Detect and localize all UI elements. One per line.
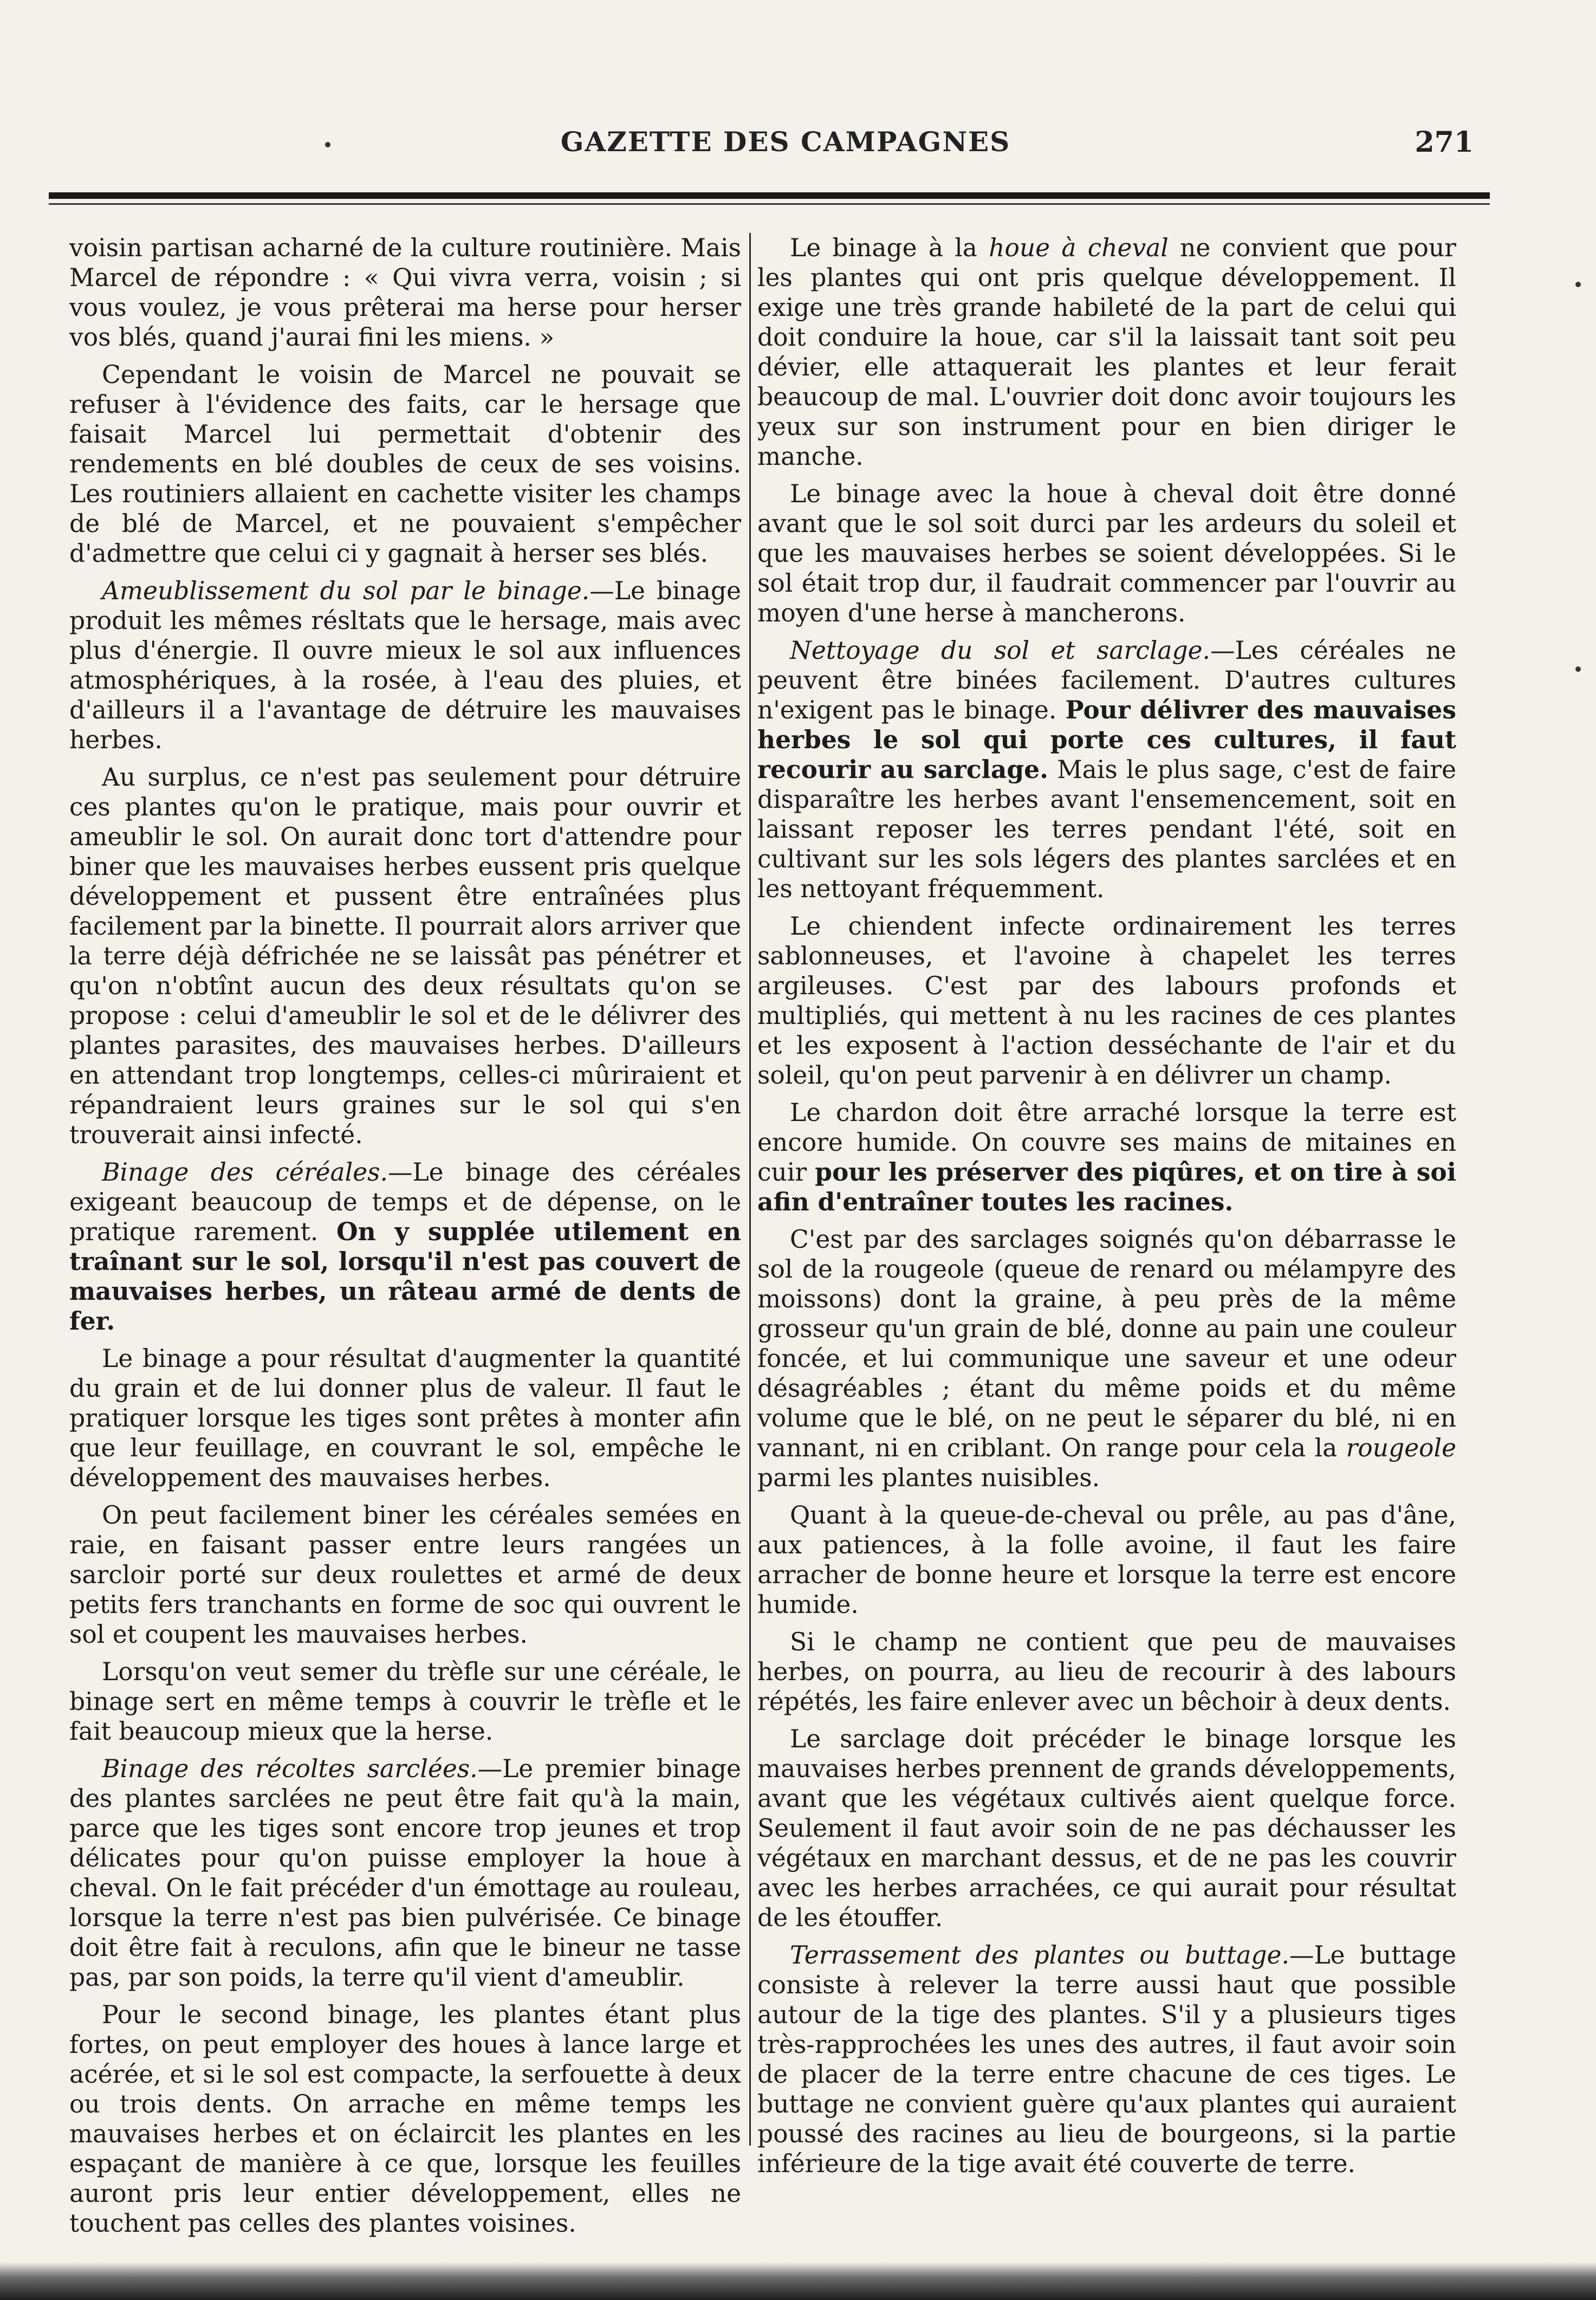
margin-dot bbox=[1575, 282, 1581, 287]
paragraph: Le chiendent infecte ordinairement les terres sablonneuses, et l'avoine à chapelet les terres argileuses. C'est par des labours profonds et multipliés, qui mettent à nu les racines de ces plantes et les exposent à l'action desséchante de l'air et du soleil, qu'on peut parvenir à en délivrer un champ. bbox=[757, 912, 1456, 1090]
paragraph bbox=[757, 1224, 1456, 1493]
paragraph-text: parmi les plantes nuisibles. bbox=[757, 1463, 1100, 1492]
paragraph-text-bold: On y supplée utilement en traînant sur le sol, lorsqu'il n'est pas couvert de mauvaises herbes, un râteau armé de dents de fer. bbox=[69, 1217, 742, 1336]
section-heading: Binage des céréales. bbox=[102, 1158, 388, 1187]
left-column bbox=[69, 233, 741, 2246]
paragraph-text: Mais le plus sage, c'est de faire disparaître les herbes avant l'ensemencement, soit en laissant reposer les terres pendant l'été, soit en cultivant sur les sols légers des plantes sarclées et en les nettoyant fréquemment. bbox=[757, 755, 1456, 903]
paragraph: Le sarclage doit précéder le binage lorsque les mauvaises herbes prennent de grands développements, avant que les végétaux cultivés aient quelque force. Seulement il faut avoir soin de ne pas déchausser les végétaux en marchant dessus, et de ne pas les couvrir avec les herbes arrachées, ce qui aurait pour résultat de les étouffer. bbox=[757, 1725, 1456, 1932]
paragraph: Cependant le voisin de Marcel ne pouvait se refuser à l'évidence des faits, car le hersage que faisait Marcel lui permettait d'obtenir des rendements en blé doubles de ceux de ses voisins. Les routiniers allaient en cachette visiter les champs de blé de Marcel, et ne pouvaient s'empêcher d'admettre que celui ci y gagnait à herser ses blés. bbox=[69, 360, 741, 568]
section-heading: Terrassement des plantes ou buttage. bbox=[790, 1941, 1289, 1969]
section-heading: Nettoyage du sol et sarclage. bbox=[790, 636, 1210, 665]
paragraph: Quant à la queue-de-cheval ou prêle, au pas d'âne, aux patiences, à la folle avoine, il faut les faire arracher de bonne heure et lorsque la terre est encore humide. bbox=[757, 1501, 1456, 1619]
column-divider bbox=[749, 233, 751, 2146]
margin-dot bbox=[325, 142, 330, 147]
paragraph-section bbox=[757, 636, 1456, 904]
paragraph: Le binage avec la houe à cheval doit être donné avant que le sol soit durci par les ardeurs du soleil et que les mauvaises herbes se soient développées. Si le sol était trop dur, il faudrait commencer par l'ouvrir au moyen d'une herse à mancherons. bbox=[757, 480, 1456, 627]
paragraph-section bbox=[69, 1754, 741, 1992]
paragraph-text: —Le binage des céréales exigeant beaucoup de temps et de dépense, on le pratique rarement. bbox=[69, 1158, 742, 1246]
paragraph-text-bold: Pour délivrer des mauvaises herbes le sol qui porte ces cultures, il faut recourir au sarclage. bbox=[757, 695, 1456, 784]
right-column bbox=[757, 233, 1456, 2186]
paragraph-text-bold: pour les préserver des piqûres, et on tire à soi afin d'entraîner toutes les racines. bbox=[757, 1157, 1456, 1216]
paragraph: Au surplus, ce n'est pas seulement pour détruire ces plantes qu'on le pratique, mais pour ouvrir et ameublir le sol. On aurait donc tort d'attendre pour biner que les mauvaises herbes eussent pris quelque développement et pussent être entraînées plus facilement par la binette. Il pourrait alors arriver que la terre déjà défrichée ne se laissât pas pénétrer et qu'on n'obtînt aucun des deux résultats qu'on se propose : celui d'ameublir le sol et de le délivrer des plantes parasites, des mauvaises herbes. D'ailleurs en attendant trop longtemps, celles-ci mûriraient et répandraient leurs graines sur le sol qui s'en trouverait ainsi infecté. bbox=[69, 763, 741, 1149]
paragraph bbox=[757, 1098, 1456, 1217]
emphasis: rougeole bbox=[1346, 1434, 1456, 1462]
paragraph-text: Le chardon doit être arraché lorsque la terre est encore humide. On couvre ses mains de mitaines en cuir bbox=[757, 1098, 1456, 1187]
paragraph-text: —Le buttage consiste à relever la terre aussi haut que possible autour de la tige des plantes. S'il y a plusieurs tiges très-rapprochées les unes des autres, il faut avoir soin de placer de la terre entre chacune de ces tiges. Le buttage ne convient guère qu'aux plantes qui auraient poussé des racines au lieu de bourgeons, si la partie inférieure de la tige avait été couverte de terre. bbox=[757, 1941, 1456, 2178]
paragraph-text: —Les céréales ne peuvent être binées facilement. D'autres cultures n'exigent pas le binage. bbox=[757, 636, 1456, 724]
paragraph-text: Le binage à la bbox=[790, 234, 989, 262]
paragraph-text: —Le binage produit les mêmes résltats que le hersage, mais avec plus d'énergie. Il ouvre mieux le sol aux influences atmosphériques, à la rosée, à l'eau des pluies, et d'ailleurs il a l'avantage de détruire les mauvaises herbes. bbox=[69, 576, 741, 754]
margin-dot bbox=[1575, 666, 1581, 672]
page-header bbox=[0, 0, 1596, 206]
page-number: 271 bbox=[1415, 126, 1474, 159]
paragraph: voisin partisan acharné de la culture routinière. Mais Marcel de répondre : « Qui vivra verra, voisin ; si vous voulez, je vous prêterai ma herse pour herser vos blés, quand j'aurai fini les miens. » bbox=[69, 234, 741, 352]
paragraph-text: C'est par des sarclages soignés qu'on débarrasse le sol de la rougeole (queue de renard ou mélampyre des moissons) dont la graine, à peu près de la même grosseur qu'un grain de blé, donne au pain une couleur foncée, et lui communique une saveur et une odeur désagréables ; étant du même poids et du même volume que le blé, on ne peut le séparer du blé, ni en vannant, ni en criblant. On range pour cela la bbox=[757, 1225, 1456, 1462]
paragraph-section bbox=[69, 1157, 741, 1336]
section-heading: Binage des récoltes sarclées. bbox=[102, 1754, 478, 1783]
paragraph-text: —Le premier binage des plantes sarclées ne peut être fait qu'à la main, parce que les tiges sont encore trop jeunes et trop délicates pour qu'on puisse employer la houe à cheval. On le fait précéder d'un émottage au rouleau, lorsque la terre n'est pas bien pulvérisée. Ce binage doit être fait à reculons, afin que le bineur ne tasse pas, par son poids, la terre qu'il vient d'ameublir. bbox=[69, 1754, 741, 1992]
section-heading: Ameublissement du sol par le binage. bbox=[102, 576, 590, 605]
page-bottom-edge bbox=[0, 2262, 1596, 2300]
paragraph: Pour le second binage, les plantes étant plus fortes, on peut employer des houes à lance large et acérée, et si le sol est compacte, la serfouette à deux ou trois dents. On arrache en même temps les mauvaises herbes et on éclaircit les plantes en les espaçant de manière à ce que, lorsque les feuilles auront pris leur entier développement, elles ne touchent pas celles des plantes voisines. bbox=[69, 2000, 741, 2238]
paragraph: On peut facilement biner les céréales semées en raie, en faisant passer entre leurs rangées un sarcloir porté sur deux roulettes et armé de deux petits fers tranchants en forme de soc qui ouvrent le sol et coupent les mauvaises herbes. bbox=[69, 1501, 741, 1649]
paragraph-section bbox=[757, 1940, 1456, 2179]
paragraph: Lorsqu'on veut semer du trèfle sur une céréale, le binage sert en même temps à couvrir le trèfle et le fait beaucoup mieux que la herse. bbox=[69, 1657, 741, 1746]
header-rule-thick bbox=[49, 192, 1490, 199]
header-rule-thin bbox=[49, 203, 1490, 205]
paragraph bbox=[757, 233, 1456, 471]
running-title: GAZETTE DES CAMPAGNES bbox=[560, 126, 1011, 158]
paragraph: Si le champ ne contient que peu de mauvaises herbes, on pourra, au lieu de recourir à des labours répétés, les faire enlever avec un bêchoir à deux dents. bbox=[757, 1628, 1456, 1716]
paragraph-text: ne convient que pour les plantes qui ont pris quelque développement. Il exige une très grande habileté de la part de celui qui doit conduire la houe, car s'il la laissait tant soit peu dévier, elle attaquerait les plantes et leur ferait beaucoup de mal. L'ouvrier doit donc avoir toujours les yeux sur son instrument pour en bien diriger le manche. bbox=[757, 234, 1457, 471]
emphasis: houe à cheval bbox=[989, 234, 1169, 262]
paragraph-section bbox=[69, 576, 741, 755]
paragraph: Le binage a pour résultat d'augmenter la quantité du grain et de lui donner plus de valeur. Il faut le pratiquer lorsque les tiges sont prêtes à monter afin que leur feuillage, en couvrant le sol, empêche le développement des mauvaises herbes. bbox=[69, 1344, 741, 1492]
